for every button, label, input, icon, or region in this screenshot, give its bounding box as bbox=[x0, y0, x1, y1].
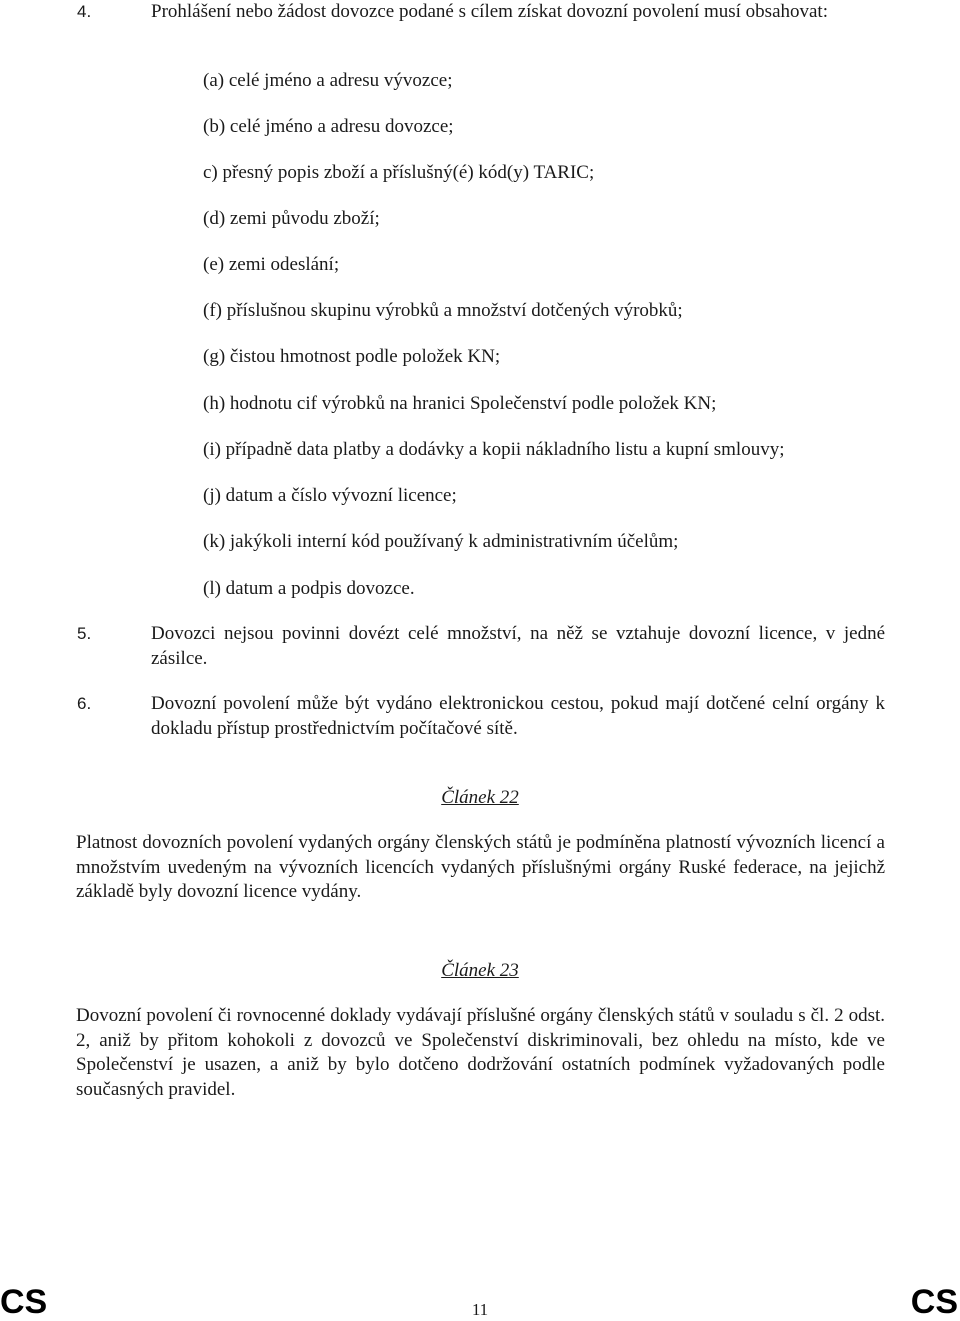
list-item: (h) hodnotu cif výrobků na hranici Společenství podle položek KN; bbox=[203, 393, 717, 414]
section-4-number: 4. bbox=[77, 2, 92, 21]
list-item: (k) jakýkoli interní kód používaný k administrativním účelům; bbox=[203, 531, 679, 552]
section-5-text: Dovozci nejsou povinni dovézt celé množství, na něž se vztahuje dovozní licence, v jedné zásilce. bbox=[151, 623, 885, 669]
section-5-number: 5. bbox=[77, 624, 92, 643]
section-4-text: Prohlášení nebo žádost dovozce podané s cílem získat dovozní povolení musí obsahovat: bbox=[151, 1, 828, 22]
article-23-heading: Článek 23 bbox=[441, 960, 519, 981]
list-item: (f) příslušnou skupinu výrobků a množství dotčených výrobků; bbox=[203, 300, 683, 321]
list-item: (a) celé jméno a adresu vývozce; bbox=[203, 70, 453, 91]
section-6-number: 6. bbox=[77, 694, 92, 713]
section-6-text: Dovozní povolení může být vydáno elektronickou cestou, pokud mají dotčené celní orgány k dokladu přístup prostřednictvím počítačové sítě. bbox=[151, 693, 885, 739]
list-item: (l) datum a podpis dovozce. bbox=[203, 578, 415, 599]
footer-language-code-left: CS bbox=[0, 1283, 48, 1321]
list-item: (b) celé jméno a adresu dovozce; bbox=[203, 116, 454, 137]
list-item: (d) zemi původu zboží; bbox=[203, 208, 380, 229]
article-22-heading: Článek 22 bbox=[441, 787, 519, 808]
footer-language-code-right: CS bbox=[910, 1283, 958, 1321]
article-23-text: Dovozní povolení či rovnocenné doklady vydávají příslušné orgány členských států v souladu s čl. 2 odst. 2, aniž by přitom kohokoli z dovozců ve Společenství diskriminovali, bez ohledu na místo, kde ve Společenství je usazen, a aniž by bylo dotčeno dodržování ostatních podmínek vyžadovaných podle současných pravidel. bbox=[76, 1005, 885, 1101]
list-item: (g) čistou hmotnost podle položek KN; bbox=[203, 346, 501, 367]
list-item: (e) zemi odeslání; bbox=[203, 254, 340, 275]
list-item: c) přesný popis zboží a příslušný(é) kód(y) TARIC; bbox=[203, 162, 595, 183]
list-item: (i) případně data platby a dodávky a kopii nákladního listu a kupní smlouvy; bbox=[203, 439, 785, 460]
article-22-text: Platnost dovozních povolení vydaných orgány členských států je podmíněna platností vývozních licencí a množstvím uvedeným na vývozních licencích vydaných příslušnými orgány Ruské federace, na jejichž základě byly dovozní licence vydány. bbox=[76, 832, 885, 903]
page-number: 11 bbox=[471, 1300, 489, 1319]
list-item: (j) datum a číslo vývozní licence; bbox=[203, 485, 457, 506]
